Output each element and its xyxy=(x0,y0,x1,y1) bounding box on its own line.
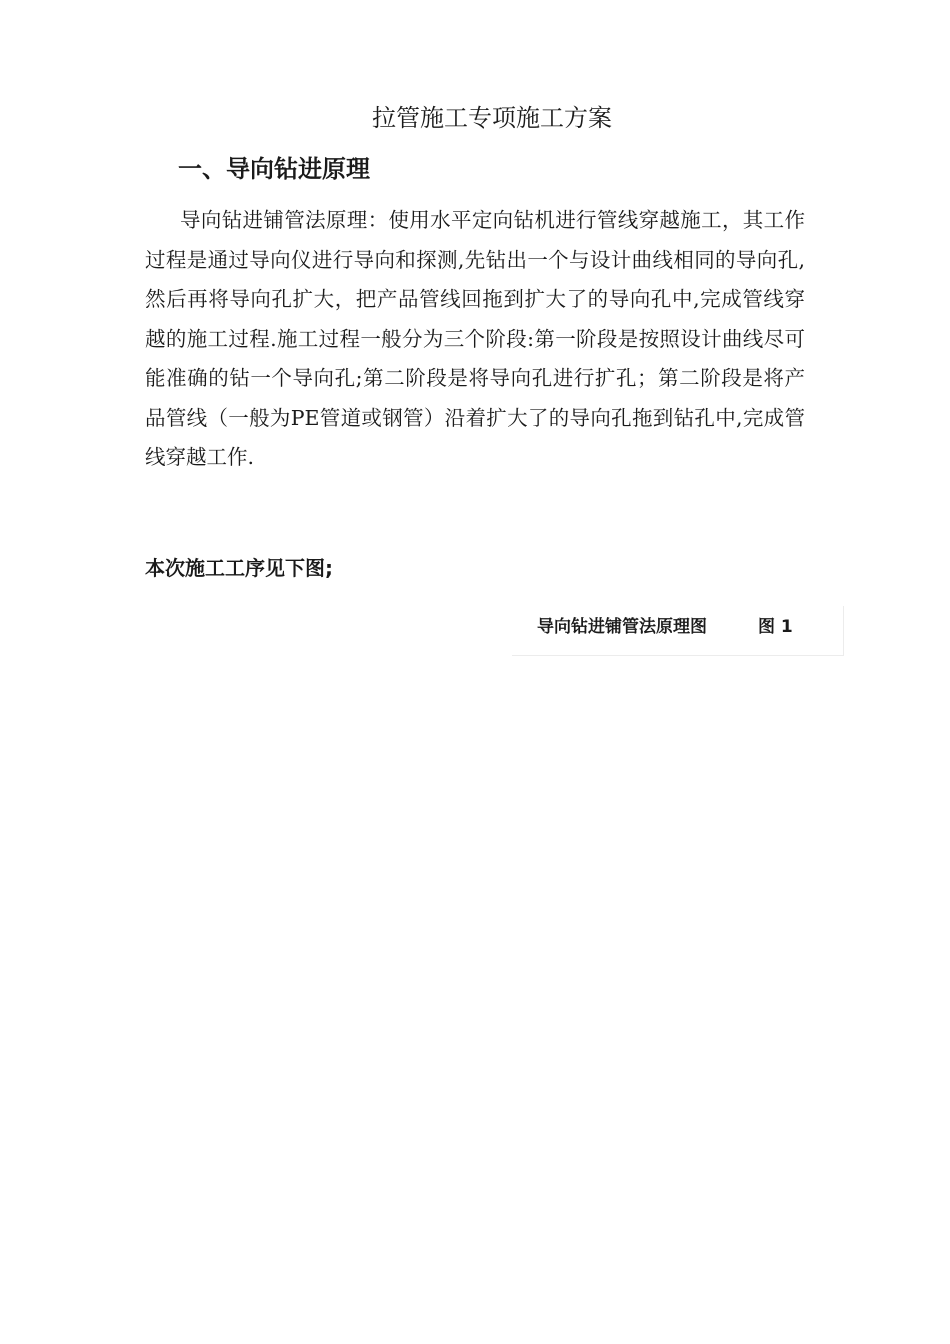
figure-caption: 导向钻进铺管法原理图 xyxy=(537,617,707,637)
figure-caption-box xyxy=(512,606,844,656)
procedure-note: 本次施工工序见下图; xyxy=(145,556,333,580)
document-title: 拉管施工专项施工方案 xyxy=(372,104,612,132)
section-heading: 一、导向钻进原理 xyxy=(178,155,370,183)
figure-number: 图 1 xyxy=(758,617,793,637)
body-paragraph: 导向钻进铺管法原理：使用水平定向钻机进行管线穿越施工，其工作过程是通过导向仪进行导向和探测,先钻出一个与设计曲线相同的导向孔,然后再将导向孔扩大，把产品管线回拖到扩大了的导向孔中,完成管线穿越的施工过程.施工过程一般分为三个阶段:第一阶段是按照设计曲线尽可能准确的钻一个导向孔;第二阶段是将导向孔进行扩孔；第二阶段是将产品管线（一般为PE管道或钢管）沿着扩大了的导向孔拖到钻孔中,完成管线穿越工作. xyxy=(145,208,805,469)
